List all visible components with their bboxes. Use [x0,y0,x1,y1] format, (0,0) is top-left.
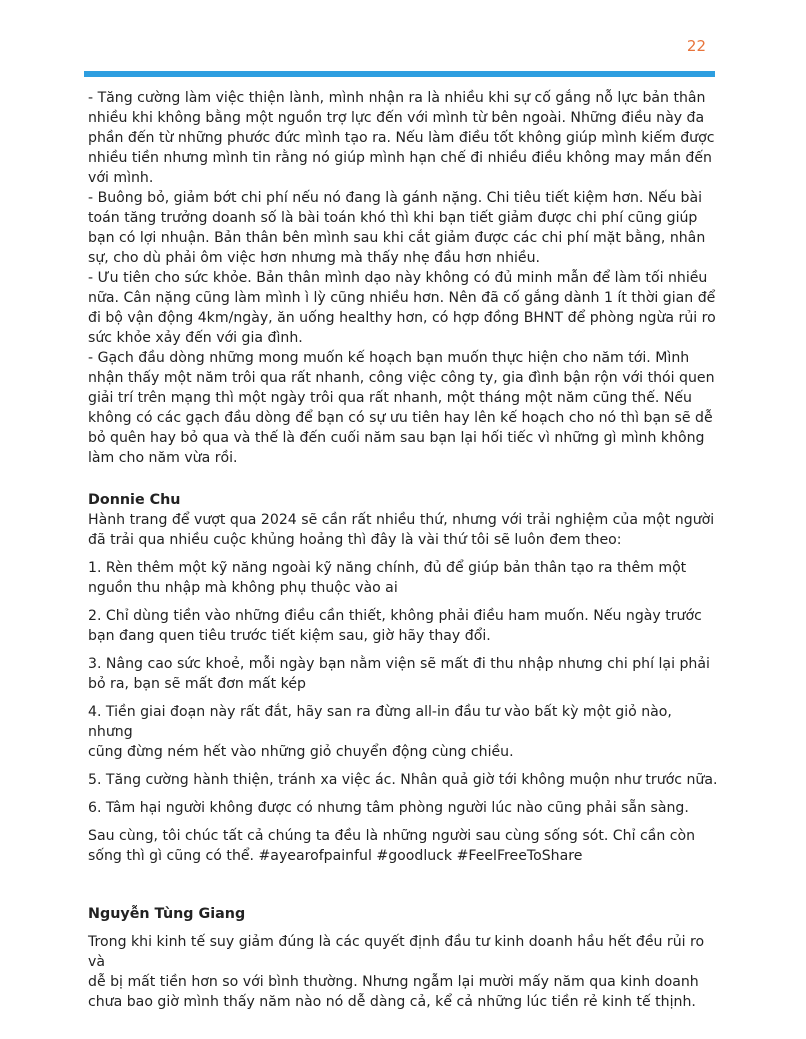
intro-paragraph [88,510,718,550]
list-item [88,606,718,646]
text-line: với mình. [88,170,154,186]
text-line: bạn có lợi nhuận. Bản thân bên mình sau khi cắt giảm được các chi phí mặt bằng, nhân [88,230,706,246]
text-line: - Gạch đầu dòng những mong muốn kế hoạch bạn muốn thực hiện cho năm tới. Mình [88,350,690,366]
list-item-line: bỏ ra, bạn sẽ mất đơn mất kép [88,676,306,692]
closing-paragraph [88,826,718,866]
text-line: đi bộ vận động 4km/ngày, ăn uống healthy hơn, có hợp đồng BHNT để phòng ngừa rủi ro [88,310,716,326]
section-bullets [88,88,718,468]
author-donnie-chu: Donnie Chu [88,492,181,508]
text-line: - Tăng cường làm việc thiện lành, mình nhận ra là nhiều khi sự cố gắng nỗ lực bản thân [88,90,706,106]
text-line: sự, cho dù phải ôm việc hơn nhưng mà thấy nhẹ đầu hơn nhiều. [88,250,541,266]
text-line: - Ưu tiên cho sức khỏe. Bản thân mình dạo này không có đủ minh mẫn để làm tối nhiều [88,270,708,286]
text-line: nhiều tiền nhưng mình tin rằng nó giúp mình hạn chế đi nhiều điều không may mắn đến [88,150,712,166]
text-line: dễ bị mất tiền hơn so với bình thường. Nhưng ngẫm lại mười mấy năm qua kinh doanh [88,974,699,990]
list-item-line: nguồn thu nhập mà không phụ thuộc vào ai [88,580,398,596]
text-line: Trong khi kinh tế suy giảm đúng là các quyết định đầu tư kinh doanh hầu hết đều rủi ro và [88,934,705,970]
text-line: Hành trang để vượt qua 2024 sẽ cần rất nhiều thứ, nhưng với trải nghiệm của một người [88,512,715,528]
text-line: toán tăng trưởng doanh số là bài toán khó thì khi bạn tiết giảm được chi phí cũng giúp [88,210,698,226]
text-line: giải trí trên mạng thì một ngày trôi qua rất nhanh, một tháng một năm cũng thế. Nếu [88,390,692,406]
list-item [88,702,718,762]
numbered-list [88,558,718,818]
text-line: Sau cùng, tôi chúc tất cả chúng ta đều là những người sau cùng sống sót. Chỉ cần còn [88,828,696,844]
list-item-line: cũng đừng ném hết vào những giỏ chuyển động cùng chiều. [88,744,514,760]
list-item-line: 3. Nâng cao sức khoẻ, mỗi ngày bạn nằm viện sẽ mất đi thu nhập nhưng chi phí lại phải [88,656,710,672]
list-item [88,798,718,818]
text-line: không có các gạch đầu dòng để bạn có sự ưu tiên hay lên kế hoạch cho nó thì bạn sẽ dễ [88,410,713,426]
list-item-line: 2. Chỉ dùng tiền vào những điều cần thiết, không phải điều ham muốn. Nếu ngày trước [88,608,702,624]
list-item-line: 4. Tiền giai đoạn này rất đắt, hãy san ra đừng all-in đầu tư vào bất kỳ một giỏ nào, nhưng [88,704,672,740]
text-line: phần đến từ những phước đức mình tạo ra. Nếu làm điều tốt không giúp mình kiếm được [88,130,715,146]
text-line: sống thì gì cũng có thể. #ayearofpainful #goodluck #FeelFreeToShare [88,848,583,864]
section-paragraph [88,932,718,1012]
list-item [88,654,718,694]
text-line: bỏ quên hay bỏ qua và thế là đến cuối năm sau bạn lại hối tiếc vì những gì mình không [88,430,705,446]
list-item-line: 6. Tâm hại người không được có nhưng tâm phòng người lúc nào cũng phải sẵn sàng. [88,800,689,816]
list-item-line: 5. Tăng cường hành thiện, tránh xa việc ác. Nhân quả giờ tới không muộn như trước nữa. [88,772,718,788]
author-nguyen-tung-giang: Nguyễn Tùng Giang [88,906,246,922]
document-body [88,88,718,1012]
text-line: sức khỏe xảy đến với gia đình. [88,330,303,346]
text-line: - Buông bỏ, giảm bớt chi phí nếu nó đang là gánh nặng. Chi tiêu tiết kiệm hơn. Nếu bài [88,190,703,206]
page-number: 22 [686,37,706,55]
text-line: đã trải qua nhiều cuộc khủng hoảng thì đây là vài thứ tôi sẽ luôn đem theo: [88,532,622,548]
text-line: nhiều khi không bằng một nguồn trợ lực đến với mình từ bên ngoài. Những điều này đa [88,110,705,126]
header-rule [84,71,715,77]
list-item [88,770,718,790]
list-item-line: 1. Rèn thêm một kỹ năng ngoài kỹ năng chính, đủ để giúp bản thân tạo ra thêm một [88,560,687,576]
list-item [88,558,718,598]
text-line: nữa. Cân nặng cũng làm mình ì lỳ cũng nhiều hơn. Nên đã cố gắng dành 1 ít thời gian để [88,290,716,306]
text-line: làm cho năm vừa rồi. [88,450,238,466]
text-line: nhận thấy một năm trôi qua rất nhanh, công việc công ty, gia đình bận rộn với thói quen [88,370,715,386]
list-item-line: bạn đang quen tiêu trước tiết kiệm sau, giờ hãy thay đổi. [88,628,491,644]
text-line: chưa bao giờ mình thấy năm nào nó dễ dàng cả, kể cả những lúc tiền rẻ kinh tế thịnh. [88,994,696,1010]
